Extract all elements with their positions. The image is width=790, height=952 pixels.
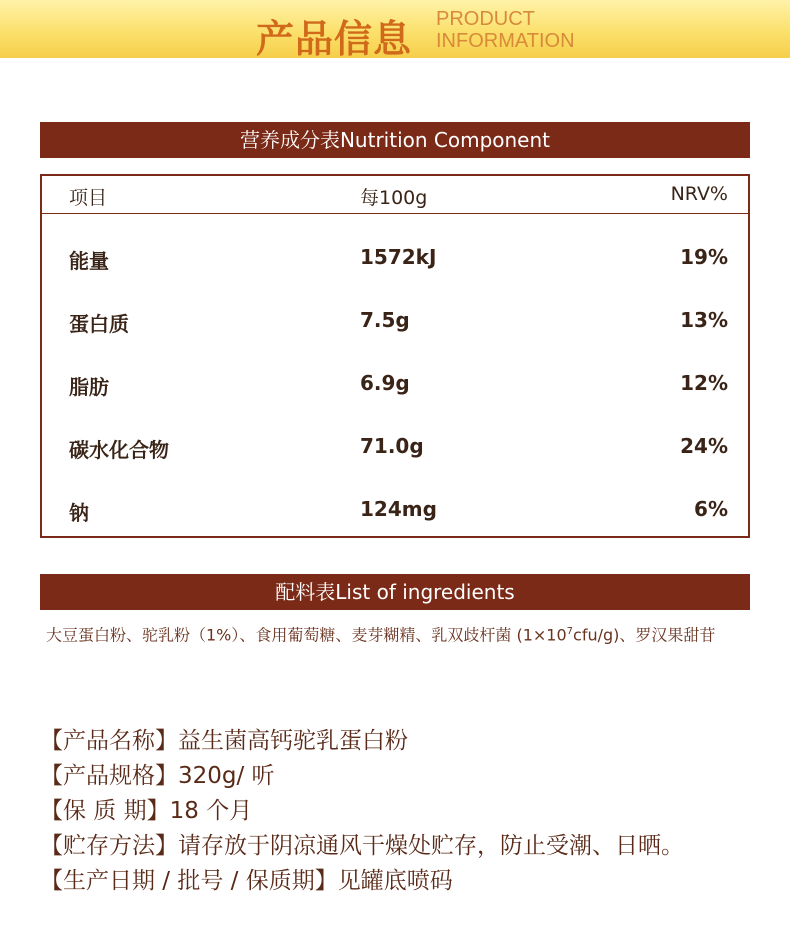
row-name: 脂肪	[69, 375, 109, 399]
info-production-date: 【生产日期 / 批号 / 保质期】见罐底喷码	[40, 868, 453, 894]
banner-title-en-line1: PRODUCT	[436, 8, 535, 30]
row-nrv: 6%	[694, 497, 728, 521]
row-value: 7.5g	[360, 308, 410, 332]
row-nrv: 13%	[680, 308, 728, 332]
banner-title-en-line2: INFORMATION	[436, 30, 575, 52]
row-value: 1572kJ	[360, 245, 437, 269]
row-name: 碳水化合物	[69, 438, 169, 462]
ingredients-title-bar: 配料表List of ingredients	[40, 574, 750, 610]
ingredients-text-after: cfu/g)、罗汉果甜苷	[573, 625, 716, 645]
info-storage: 【贮存方法】请存放于阴凉通风干燥处贮存，防止受潮、日晒。	[40, 833, 684, 859]
info-product-name: 【产品名称】益生菌高钙驼乳蛋白粉	[40, 728, 408, 754]
header-nrv: NRV%	[670, 183, 728, 205]
nutrition-table	[40, 174, 750, 538]
table-row	[42, 239, 748, 279]
banner-title-en	[436, 8, 575, 52]
table-row	[42, 302, 748, 342]
nutrition-title-bar: 营养成分表Nutrition Component	[40, 122, 750, 158]
header-item: 项目	[69, 187, 108, 209]
ingredients-superscript: 7	[566, 626, 574, 637]
row-nrv: 12%	[680, 371, 728, 395]
row-value: 6.9g	[360, 371, 410, 395]
header-per-100g: 每100g	[360, 187, 428, 209]
table-row	[42, 491, 748, 531]
row-value: 124mg	[360, 497, 437, 521]
row-value: 71.0g	[360, 434, 424, 458]
row-name: 钠	[69, 501, 89, 525]
nutrition-table-header	[42, 176, 748, 214]
row-nrv: 24%	[680, 434, 728, 458]
table-row	[42, 365, 748, 405]
header-banner	[0, 0, 790, 61]
info-product-spec: 【产品规格】320g/ 听	[40, 763, 275, 789]
ingredients-text	[46, 618, 746, 648]
row-nrv: 19%	[680, 245, 728, 269]
ingredients-text-before: 大豆蛋白粉、驼乳粉（1%）、食用葡萄糖、麦芽糊精、乳双歧杆菌 (1×10	[46, 625, 567, 645]
table-row	[42, 428, 748, 468]
row-name: 能量	[69, 249, 109, 273]
row-name: 蛋白质	[69, 312, 129, 336]
info-shelf-life: 【保 质 期】18 个月	[40, 798, 253, 824]
banner-title-cn: 产品信息	[256, 17, 413, 61]
